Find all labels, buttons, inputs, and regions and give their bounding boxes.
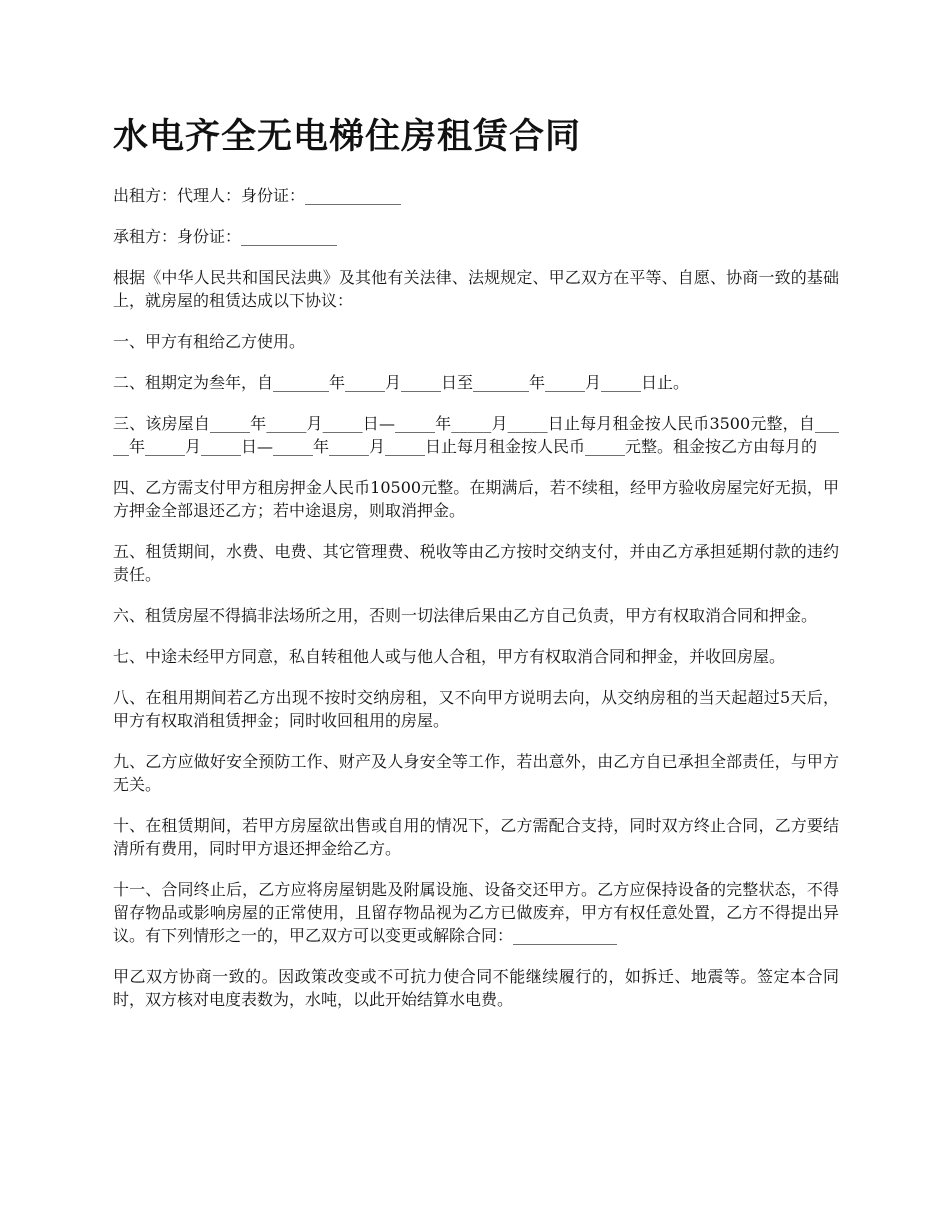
contract-page (113, 112, 839, 1029)
clause-6: 六、租赁房屋不得搞非法场所之用，否则一切法律后果由乙方自己负责，甲方有权取消合同和押金。 (113, 606, 818, 625)
clause-3: 三、该房屋自_____年_____月_____日—_____年_____月_____日止每月租金按人民币3500元整，自_____年_____月_____日—_____年_____月_____日止每月租金按人民币_____元整。租金按乙方由每月的 (113, 414, 839, 456)
clause-5: 五、租赁期间，水费、电费、其它管理费、税收等由乙方按时交纳支付，并由乙方承担延期付款的违约责任。 (113, 542, 839, 584)
clause-7: 七、中途未经甲方同意，私自转租他人或与他人合租，甲方有权取消合同和押金，并收回房屋。 (113, 647, 786, 666)
closing-paragraph: 甲乙双方协商一致的。因政策改变或不可抗力使合同不能继续履行的，如拆迁、地震等。签定本合同时，双方核对电度表数为，水吨，以此开始结算水电费。 (113, 967, 839, 1009)
clause-9: 九、乙方应做好安全预防工作、财产及人身安全等工作，若出意外，由乙方自已承担全部责任，与甲方无关。 (113, 752, 839, 794)
clause-11: 十一、合同终止后，乙方应将房屋钥匙及附属设施、设备交还甲方。乙方应保持设备的完整状态，不得留存物品或影响房屋的正常使用，且留存物品视为乙方已做废弃，甲方有权任意处置，乙方不得提出异议。有下列情形之一的，甲乙双方可以变更或解除合同：_____________ (113, 880, 839, 945)
lessor-line: 出租方：代理人：身份证：____________ (113, 186, 402, 205)
clause-8: 八、在租用期间若乙方出现不按时交纳房租，又不向甲方说明去向，从交纳房租的当天起超过5天后，甲方有权取消租赁押金；同时收回租用的房屋。 (113, 688, 839, 730)
clause-2: 二、租期定为叁年，自_______年_____月_____日至_______年_____月_____日止。 (113, 373, 690, 392)
clause-4: 四、乙方需支付甲方租房押金人民币10500元整。在期满后，若不续租，经甲方验收房屋完好无损，甲方押金全部退还乙方；若中途退房，则取消押金。 (113, 478, 839, 520)
clause-1: 一、甲方有租给乙方使用。 (113, 332, 306, 351)
page-title: 水电齐全无电梯住房租赁合同 (113, 117, 582, 157)
lessee-line: 承租方：身份证：____________ (113, 227, 338, 246)
clause-10: 十、在租赁期间，若甲方房屋欲出售或自用的情况下，乙方需配合支持，同时双方终止合同，乙方要结清所有费用，同时甲方退还押金给乙方。 (113, 816, 839, 858)
preamble: 根据《中华人民共和国民法典》及其他有关法律、法规规定、甲乙双方在平等、自愿、协商一致的基础上，就房屋的租赁达成以下协议： (113, 268, 839, 310)
